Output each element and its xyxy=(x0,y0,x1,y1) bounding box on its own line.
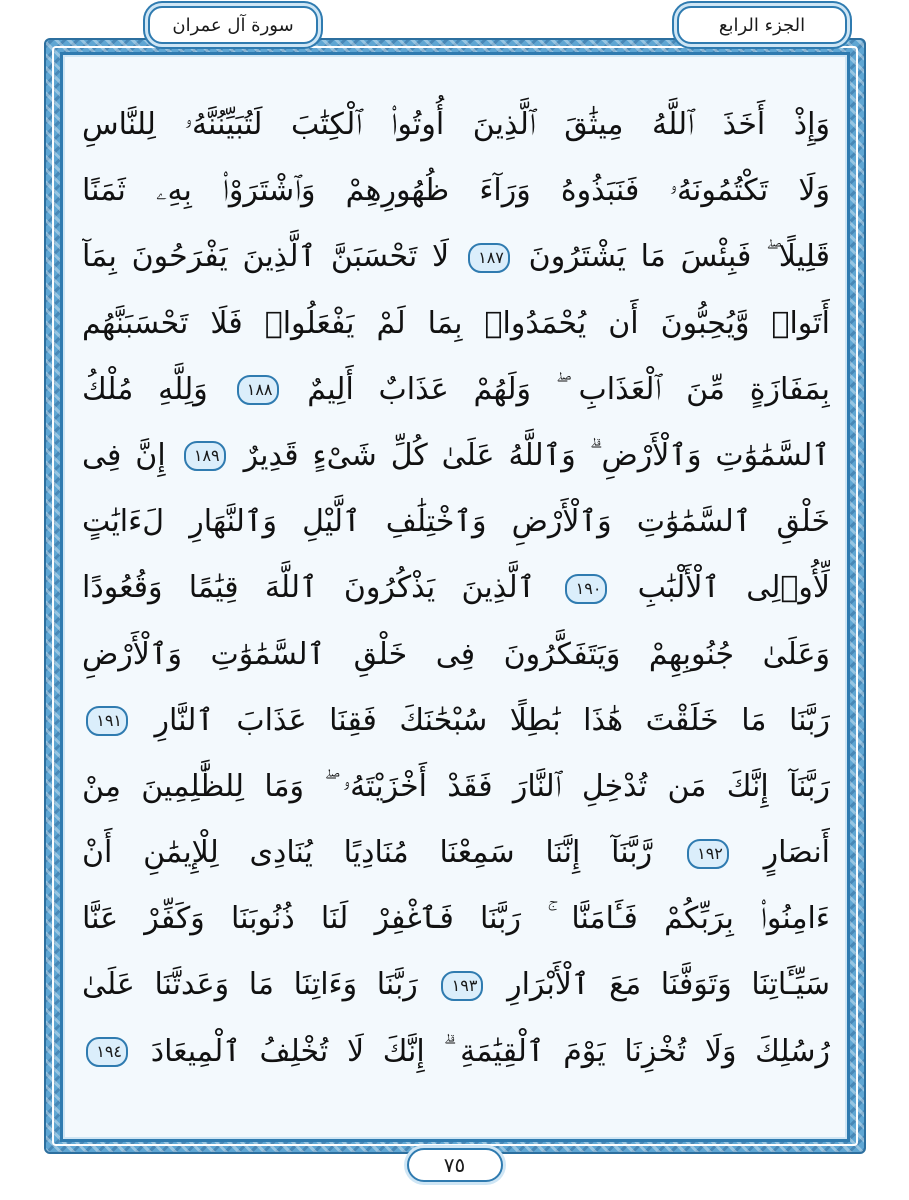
verse-line xyxy=(82,754,830,820)
verse-text: رَبَّنَا وَءَاتِنَا مَا وَعَدتَّنَا عَلَىٰ xyxy=(82,967,418,1003)
verse-text: رَّبَّنَآ إِنَّنَا سَمِعْنَا مُنَادِيًا يُنَادِى لِلْإِيمَٰنِ أَنْ xyxy=(82,835,653,871)
verse-line xyxy=(82,224,830,290)
ayah-number-marker: ١٩١ xyxy=(86,706,128,736)
verse-text: لَا تَحْسَبَنَّ ٱلَّذِينَ يَفْرَحُونَ بِمَآ xyxy=(82,239,450,275)
verse-text: سَيِّـَٔاتِنَا وَتَوَفَّنَا مَعَ ٱلْأَبْرَارِ xyxy=(507,967,830,1003)
verse-text: وَعَلَىٰ جُنُوبِهِمْ وَيَتَفَكَّرُونَ فِى خَلْقِ ٱلسَّمَٰوَٰتِ وَٱلْأَرْضِ xyxy=(82,636,830,672)
verse-text: رَبَّنَا مَا خَلَقْتَ هَٰذَا بَٰطِلًا سُبْحَٰنَكَ فَقِنَا عَذَابَ ٱلنَّارِ xyxy=(154,702,830,738)
verse-line xyxy=(82,622,830,688)
verse-text-block xyxy=(82,92,830,1092)
verse-text: بِمَفَازَةٍ مِّنَ ٱلْعَذَابِ ۖ وَلَهُمْ عَذَابٌ أَلِيمٌ xyxy=(307,371,830,407)
verse-line xyxy=(82,489,830,555)
juz-cartouche xyxy=(677,6,847,44)
verse-line xyxy=(82,158,830,224)
verse-text: أَنصَارٍ xyxy=(763,835,830,871)
ayah-number-marker: ١٨٨ xyxy=(237,375,279,405)
verse-line xyxy=(82,952,830,1018)
verse-text: إِنَّ فِى xyxy=(82,437,166,473)
verse-text: رُسُلِكَ وَلَا تُخْزِنَا يَوْمَ ٱلْقِيَٰمَةِ ۗ إِنَّكَ لَا تُخْلِفُ ٱلْمِيعَادَ xyxy=(150,1033,830,1069)
verse-text: قَلِيلًا ۖ فَبِئْسَ مَا يَشْتَرُونَ xyxy=(528,239,830,275)
ayah-number-marker: ١٩٠ xyxy=(565,574,607,604)
verse-text: خَلْقِ ٱلسَّمَٰوَٰتِ وَٱلْأَرْضِ وَٱخْتِلَٰفِ ٱلَّيْلِ وَٱلنَّهَارِ لَءَايَٰتٍ xyxy=(82,504,830,540)
verse-line xyxy=(82,1019,830,1085)
verse-line xyxy=(82,688,830,754)
ayah-number-marker: ١٨٩ xyxy=(184,441,226,471)
verse-line xyxy=(82,357,830,423)
verse-line xyxy=(82,555,830,621)
page-number: ٧٥ xyxy=(443,1153,466,1177)
verse-text: وَلَا تَكْتُمُونَهُۥ فَنَبَذُوهُ وَرَآءَ ظُهُورِهِمْ وَٱشْتَرَوْا۟ بِهِۦ ثَمَنًا xyxy=(82,173,830,209)
verse-line xyxy=(82,291,830,357)
verse-line xyxy=(82,820,830,886)
verse-text: لِّأُو۟لِى ٱلْأَلْبَٰبِ xyxy=(637,570,830,606)
verse-text: ٱلسَّمَٰوَٰتِ وَٱلْأَرْضِ ۗ وَٱللَّهُ عَلَىٰ كُلِّ شَىْءٍ قَدِيرٌ xyxy=(243,437,830,473)
verse-line xyxy=(82,423,830,489)
verse-line xyxy=(82,886,830,952)
verse-text: ٱلَّذِينَ يَذْكُرُونَ ٱللَّهَ قِيَٰمًا وَقُعُودًا xyxy=(82,570,536,606)
page-number-cartouche xyxy=(407,1148,503,1182)
verse-text: ءَامِنُوا۟ بِرَبِّكُمْ فَـَٔامَنَّا ۚ رَبَّنَا فَٱغْفِرْ لَنَا ذُنُوبَنَا وَكَفِّرْ عَنَّا xyxy=(82,901,830,937)
surah-cartouche xyxy=(148,6,318,44)
ayah-number-marker: ١٩٤ xyxy=(86,1037,128,1067)
ayah-number-marker: ١٩٣ xyxy=(441,971,483,1001)
verse-text: وَإِذْ أَخَذَ ٱللَّهُ مِيثَٰقَ ٱلَّذِينَ أُوتُوا۟ ٱلْكِتَٰبَ لَتُبَيِّنُنَّهُۥ لِلنَّاسِ xyxy=(82,107,830,142)
verse-line xyxy=(82,92,830,158)
juz-label: الجزء الرابع xyxy=(718,14,806,36)
verse-text: أَتَوا۟ وَّيُحِبُّونَ أَن يُحْمَدُوا۟ بِمَا لَمْ يَفْعَلُوا۟ فَلَا تَحْسَبَنَّهُم xyxy=(82,305,830,341)
ayah-number-marker: ١٨٧ xyxy=(468,243,510,273)
verse-text: وَلِلَّهِ مُلْكُ xyxy=(82,371,208,407)
surah-label: سورة آل عمران xyxy=(172,14,294,36)
verse-text: رَبَّنَآ إِنَّكَ مَن تُدْخِلِ ٱلنَّارَ فَقَدْ أَخْزَيْتَهُۥ ۖ وَمَا لِلظَّٰلِمِينَ مِنْ xyxy=(82,768,830,804)
ayah-number-marker: ١٩٢ xyxy=(687,839,729,869)
